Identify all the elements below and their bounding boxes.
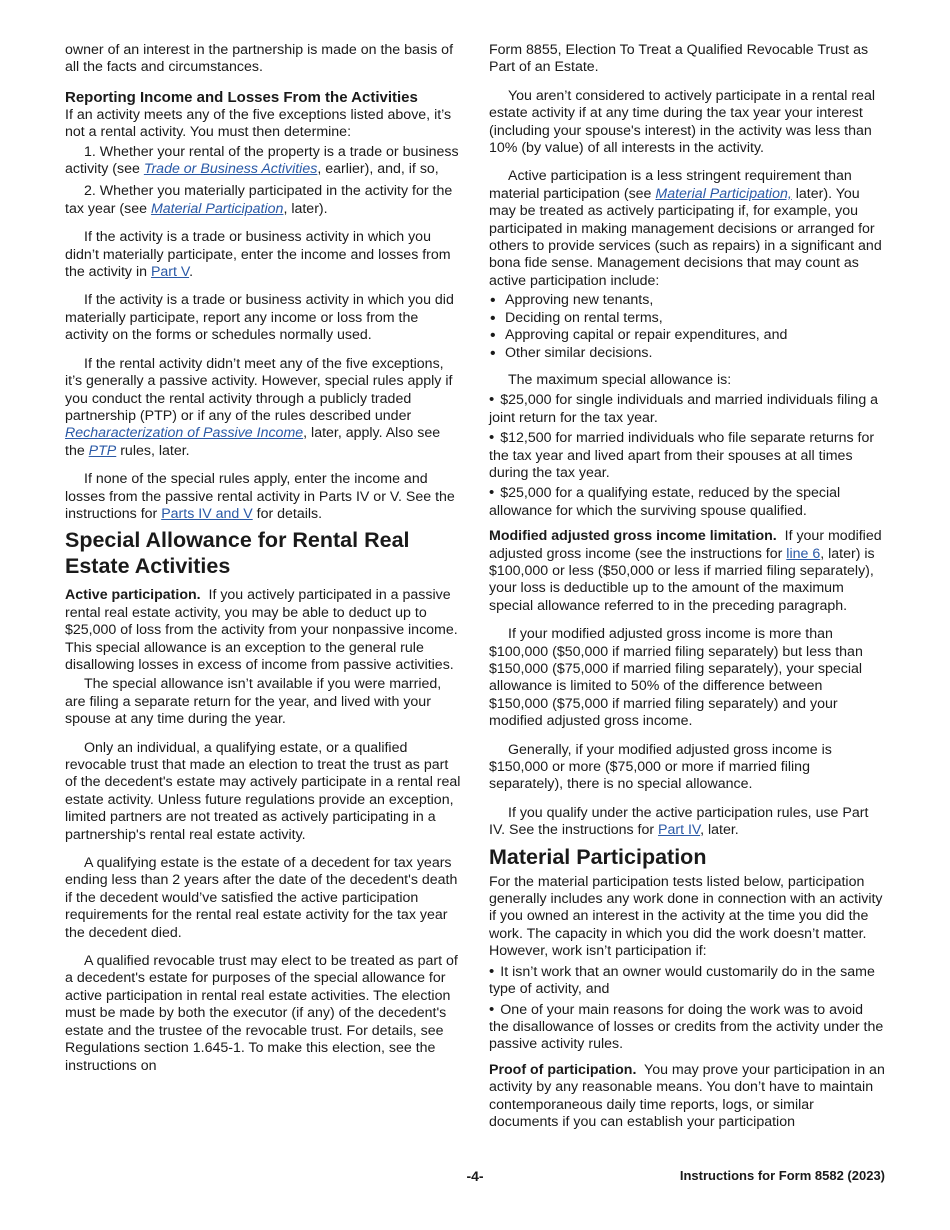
link-parts-iv-and-v[interactable]: Parts IV and V (161, 505, 253, 522)
link-recharacterization-of-passive-income[interactable]: Recharacterization of Passive Income (65, 425, 304, 442)
link-line-6[interactable]: line 6 (786, 545, 821, 562)
paragraph: If the activity is a trade or business activity in which you did materially participate, report any income or loss from the activity on the forms or schedules normally used. (65, 292, 454, 344)
management-decisions-list (489, 292, 885, 362)
list-item: • Approving capital or repair expenditures, and (489, 327, 885, 344)
list-item: • $25,000 for a qualifying estate, reduced by the special allowance for which the surviving spouse qualified. (489, 484, 885, 520)
link-material-participation[interactable]: Material Participation, (655, 185, 792, 202)
form-name-footer: Instructions for Form 8582 (2023) (679, 1168, 885, 1183)
paragraph: Active participation is a less stringent requirement than material participation (see Material Participation, later). You may be treated as actively participating if, for example, you participated in making management decisions or arranged for others to provide services (such as repairs) in a significant and bona fide sense. Management decisions that may count as active participation include: (489, 168, 882, 289)
paragraph: If your modified adjusted gross income is more than $100,000 ($50,000 if married filing separately) but less than $150,000 ($75,000 if married filing separately), your special allowance is limited to 50% of the difference between $150,000 ($75,000 if married filing separately) and your modified adjusted gross income. (489, 626, 863, 730)
paragraph: owner of an interest in the partnership is made on the basis of all the facts and circumstances. (65, 42, 454, 76)
section-heading-special-allowance: Special Allowance for Rental Real Estate Activities (65, 528, 410, 579)
paragraph: Active participation. If you actively participated in a passive rental real estate activity, you may be able to deduct up to $25,000 of loss from the activity from your nonpassive income. This special allowance is an exception to the general rule disallowing losses in excess of income from passive activities. (65, 587, 458, 673)
numbered-item-1: 1. Whether your rental of the property is a trade or business activity (see Trade or Business Activities, earlier), and, if so, (65, 143, 459, 178)
run-in-heading: Active participation. (65, 587, 201, 604)
paragraph: A qualifying estate is the estate of a decedent for tax years ending less than 2 years after the date of the decedent's death if the decedent would’ve satisfied the active participation requirements for the rental real estate activity for the tax year the decedent died. (65, 855, 458, 941)
link-part-iv[interactable]: Part IV (658, 822, 701, 839)
left-column (65, 42, 461, 1086)
list-item: • $25,000 for single individuals and married individuals filing a joint return for the tax year. (489, 391, 885, 427)
run-in-heading: Modified adjusted gross income limitation. (489, 528, 777, 545)
paragraph: Modified adjusted gross income limitation. If your modified adjusted gross income (see the instructions for line 6, later) is $100,000 or less ($50,000 or less if married filing separately), your loss is deductible up to the amount of the maximum special allowance referred to in the preceding paragraph. (489, 528, 882, 614)
link-material-participation[interactable]: Material Participation (150, 200, 284, 217)
right-column (489, 42, 885, 1142)
paragraph: Only an individual, a qualifying estate, or a qualified revocable trust that made an election to treat the trust as part of the decedent's estate may actively participate in a rental real estate activity. Unless future regulations provide an exception, limited partners are not treated as actively participating in a partnership's rental real estate activity. (65, 739, 461, 843)
paragraph: Form 8855, Election To Treat a Qualified Revocable Trust as Part of an Estate. (489, 42, 869, 76)
section-heading-reporting: Reporting Income and Losses From the Activities (65, 88, 418, 106)
list-item: • It isn’t work that an owner would customarily do in the same type of activity, and (489, 963, 885, 999)
paragraph: You aren’t considered to actively participate in a rental real estate activity if at any time during the tax year your interest (including your spouse's interest) in the activity was less than 10% (by value) of all interests in the activity. (489, 87, 875, 157)
link-trade-or-business-activities[interactable]: Trade or Business Activities (143, 161, 318, 178)
list-item: • $12,500 for married individuals who file separate returns for the tax year and lived apart from their spouses at all times during the tax year. (489, 429, 885, 482)
list-item: • Approving new tenants, (489, 292, 885, 309)
paragraph: Proof of participation. You may prove your participation in an activity by any reasonable means. You don’t have to maintain contemporaneous daily time reports, logs, or similar documents if you can establish your participation (489, 1061, 885, 1130)
paragraph: If you qualify under the active participation rules, use Part IV. See the instructions for Part IV, later. (489, 804, 869, 839)
link-ptp[interactable]: PTP (88, 442, 117, 459)
list-item: • One of your main reasons for doing the work was to avoid the disallowance of losses or credits from the activity under the passive activity rules. (489, 1001, 885, 1054)
paragraph: If the activity is a trade or business activity in which you didn’t materially participate, enter the income and losses from the activity in Part V. (65, 229, 451, 281)
list-item: • Deciding on rental terms, (489, 310, 885, 327)
page-number: -4- (466, 1168, 484, 1184)
paragraph: A qualified revocable trust may elect to be treated as part of a decedent's estate for purposes of the special allowance for active participation in rental real estate activities. The election must be made by both the executor (if any) of the decedent's estate and the trustee of the revocable trust. For details, see Regulations section 1.645-1. To make this election, see the instructions on (65, 953, 458, 1074)
link-part-v[interactable]: Part V (150, 264, 190, 281)
numbered-item-2: 2. Whether you materially participated in the activity for the tax year (see Material Participation, later). (65, 183, 453, 217)
paragraph: The maximum special allowance is: (508, 371, 732, 388)
paragraph: The special allowance isn’t available if you were married, are filing a separate return for the year, and lived with your spouse at any time during the year. (65, 676, 442, 728)
section-heading-material-participation: Material Participation (489, 844, 707, 869)
paragraph: If an activity meets any of the five exceptions listed above, it’s not a rental activity. You must then determine: (65, 106, 452, 141)
paragraph: If the rental activity didn’t meet any of the five exceptions, it’s generally a passive activity. However, special rules apply if you conduct the rental activity through a publicly traded partnership (PTP) or if any of the rules described under Recharacterization of Passive Income, later, apply. Also see the PTP rules, later. (65, 355, 453, 459)
list-item: • Other similar decisions. (489, 345, 885, 362)
paragraph: Generally, if your modified adjusted gross income is $150,000 or more ($75,000 or more if married filing separately), there is no special allowance. (489, 741, 832, 793)
run-in-heading: Proof of participation. (489, 1061, 637, 1078)
paragraph: If none of the special rules apply, enter the income and losses from the passive rental activity in Parts IV or V. See the instructions for Parts IV and V for details. (65, 471, 455, 522)
paragraph: For the material participation tests listed below, participation generally includes any work done in connection with an activity if you owned an interest in the activity at the time you did the work. The capacity in which you did the work doesn’t matter. However, work isn’t participation if: (489, 873, 883, 960)
